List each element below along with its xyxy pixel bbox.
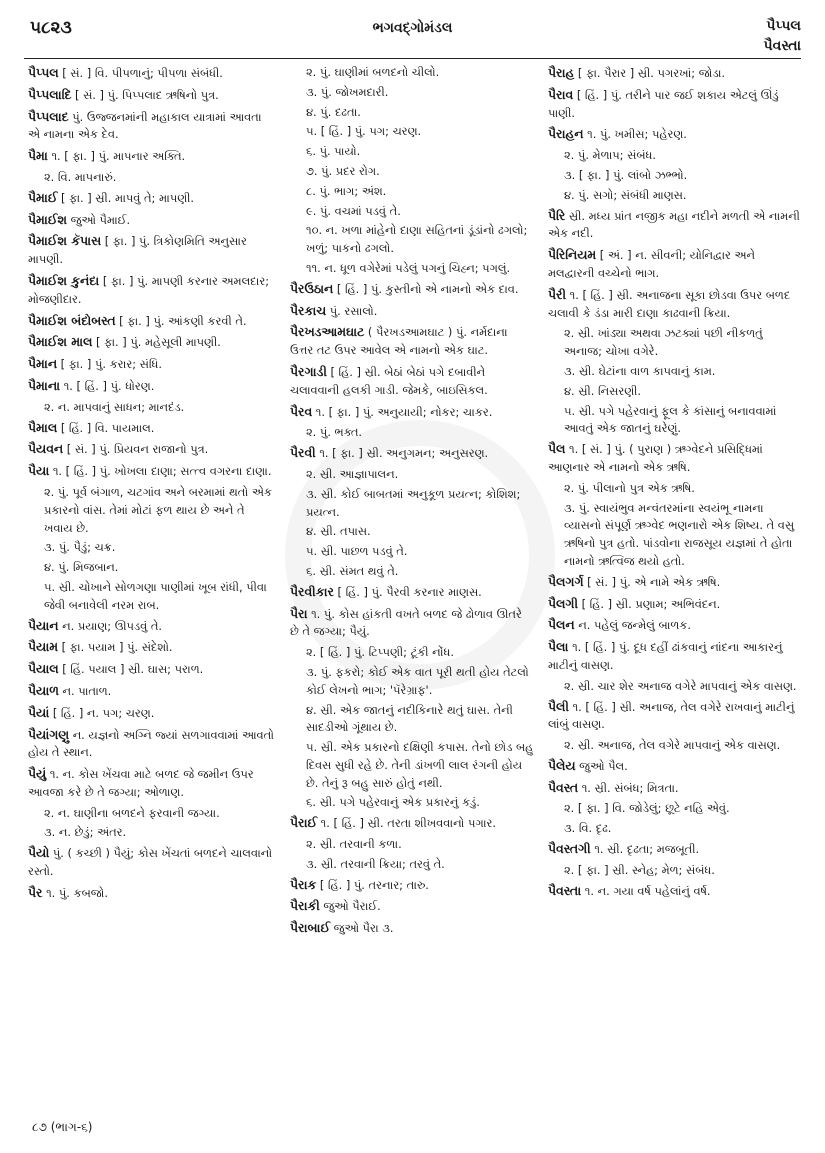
entry-sense: ૩. [ ફા. ] પું. લાંબો ઝભ્ભો.: [564, 167, 688, 182]
entry-definition: ન. પહેલું જન્મેલું બાળક.: [574, 618, 691, 633]
entry-sense: ૩. સ્રી. ઘેટાંના વાળ કાપવાનું કામ.: [564, 363, 716, 378]
entry-headword: પૈરી: [548, 286, 566, 302]
entry-headword: પૈયો: [28, 845, 50, 861]
entry-definition: [ સં. ] પું. એ નામે એક ઋષિ.: [583, 574, 721, 589]
entry-sense: ૨. પું. ભક્ત.: [306, 425, 363, 440]
entry-headword: પૈયાલ: [28, 661, 59, 677]
entry-definition: [ ફા. ] પું. આંકણી કરવી તે.: [115, 313, 247, 328]
dictionary-entry: [28, 726, 276, 763]
entry-definition: [ અં. ] ન. સીવની; યોનિદ્વાર અને મલદ્વારની વચ્ચેનો ભાગ.: [548, 248, 756, 280]
entry-headword: પૈયાં: [28, 704, 50, 720]
dictionary-entry: [290, 323, 534, 360]
entry-headword: પૈયામ: [28, 639, 58, 655]
entry-headword: પૈલગી: [548, 595, 578, 611]
entry-headword: પૈયાળ: [28, 682, 59, 698]
entry-definition: ૧. [ ફા. ] પું. અનુયાયી; નોકર; ચાકર.: [312, 404, 493, 419]
dictionary-entry: [28, 419, 276, 438]
dictionary-entry: [290, 444, 534, 463]
dictionary-entry: [290, 403, 534, 422]
entry-definition: ન. યજ્ઞનો અગ્નિ જ્યાં સળગાવવામાં આવતો હોય તે સ્થાન.: [28, 727, 274, 760]
dictionary-entry: [548, 125, 800, 144]
entry-definition: ( પૈરખડઆમઘાટ ) પું. નર્મદાના ઉત્તર તટ ઉપર આવેલ એ નામનો એક ઘાટ.: [290, 325, 508, 358]
entry-headword: પૈરવ: [290, 403, 313, 419]
entry-definition: [ હિં. ] વિ. પાયમાલ.: [57, 420, 155, 435]
dictionary-entry: [28, 682, 276, 701]
entry-sense: ૪. પું. સગો; સંબંધી માણસ.: [564, 187, 687, 202]
guide-word-last: પૈવસ્તા: [763, 38, 801, 54]
entry-definition: [ હિં. પયાલ ] સ્રી. ઘાસ; પરાળ.: [58, 662, 204, 677]
entry-sense: ૨. પું. મેળાપ; સંબંધ.: [564, 148, 656, 163]
dictionary-entry: [290, 280, 534, 299]
dictionary-entry: [548, 616, 800, 635]
entry-sense: ૪. સ્રી. નિસરણી.: [564, 383, 642, 398]
entry-sense: ૨. [ ફા. ] સ્રી. સ્નેહ; મેળ; સંબંધ.: [564, 862, 715, 877]
entry-sense: ૨. વિ. માપનારું.: [44, 169, 117, 184]
entry-headword: પૈપ્પલ: [28, 65, 59, 80]
dictionary-entry: [290, 897, 534, 916]
entry-headword: પૈલ: [548, 441, 566, 457]
entry-definition: [ ફા. ] પું. ત્રિકોણમિતિ અનુસાર માપણી.: [28, 234, 247, 267]
entry-sense: ૩. પું. પૈડું; ચક્ર.: [44, 540, 116, 555]
entry-definition: [ હિં. ] ન. પગ; ચરણ.: [49, 705, 155, 720]
entry-headword: પૈમાઈ: [28, 189, 58, 205]
dictionary-entry: [290, 302, 534, 321]
entry-sense: ૫. સ્રી. પગે પહેરવાનું ફૂલ કે કાંસાનું બનાવવામાં આવતું એક જાતનું ઘરેણું.: [564, 403, 777, 436]
entry-headword: પૈમાઈશ કૅપાસ: [28, 233, 102, 249]
entry-definition: [ ફા. ] સ્રી. માપવું તે; માપણી.: [57, 190, 195, 205]
entry-headword: પૈલન: [548, 617, 575, 633]
dictionary-entry: [28, 64, 276, 83]
column-3: [548, 64, 800, 903]
entry-sense: ૭. પું. પ્રદર રોગ.: [306, 163, 380, 178]
dictionary-entry: [28, 462, 276, 481]
dictionary-entry: [28, 377, 276, 396]
entry-headword: પૈરવીકાર: [290, 583, 334, 599]
entry-definition: [ હિં. ] સ્રી. બેઠાં બેઠાં પગે દબાવીને ચલાવવાની હલકી ગાડી. જેમકે, બાઇસિકલ.: [290, 364, 488, 397]
entry-headword: પૈમાઈશ કુનંદા: [28, 272, 100, 288]
dictionary-entry: [290, 363, 534, 400]
entry-headword: પૈરાહ: [548, 65, 575, 80]
entry-sense: ૩. પું. ફકરો; કોઈ એક વાત પૂરી થતી હોય તેટલો કોઈ લેખનો ભાગ; 'પૅરેગ્રાફ'.: [306, 664, 529, 697]
entry-sense: ૫. સ્રી. એક પ્રકારનો દક્ષિણી કપાસ. તેનો છોડ બહુ દિવસ સુધી રહે છે. તેની ડાંખળી લાલ રંગની હોય છે. તેનું રૂ બહુ સારું હોતું નથી.: [306, 740, 534, 790]
entry-headword: પૈરિનિયમ: [548, 247, 597, 263]
entry-headword: પૈરાઈ: [290, 815, 318, 831]
entry-sense: ૫. સ્રી. ચોખાને સોળગણા પાણીમાં ખૂબ રાંધી, પીવા જેવી બનાવેલી નરમ રાબ.: [44, 579, 267, 612]
entry-headword: પૈરાકી: [290, 898, 320, 914]
entry-definition: ૧. સ્રી. સંબંધ; મિત્રતા.: [578, 780, 679, 795]
entry-definition: [ સં. ] પું. પ્રિયવન રાજાનો પુત્ર.: [63, 442, 209, 457]
dictionary-entry: [28, 333, 276, 352]
entry-headword: પૈયવન: [28, 441, 64, 457]
entry-headword: પૈરાક: [290, 876, 317, 892]
entry-headword: પૈર: [28, 884, 43, 900]
dictionary-entry: [28, 272, 276, 309]
entry-definition: ૧. [ હિં. ] પું. ખોખલા દાણા; સત્ત્વ વગરના દાણા.: [49, 464, 272, 479]
entry-sense: ૩. સ્રી. તરવાની ક્રિયા; તરવું તે.: [306, 856, 445, 871]
entry-definition: ૧. પું. ખમીસ; પહેરણ.: [583, 127, 687, 142]
dictionary-entry: [548, 638, 800, 675]
entry-headword: પૈવસ્તગી: [548, 841, 591, 857]
entry-sense: ૬. પું. પાયો.: [306, 144, 361, 159]
entry-headword: પૈયાંગણુ: [28, 726, 70, 742]
entry-sense: ૨. પું. પીલાનો પુત્ર એક ઋષિ.: [564, 480, 695, 495]
dictionary-entry: [28, 355, 276, 374]
entry-headword: પૈપ્પલાદિ: [28, 86, 72, 102]
dictionary-entry: [28, 765, 276, 802]
entry-definition: [ હિં. ] પું. તરનાર; તારુ.: [316, 877, 429, 892]
entry-headword: પૈરા: [290, 605, 308, 621]
entry-sense: ૨. સ્રી. અનાજ, તેલ વગેરે માપવાનું એક વાસણ.: [564, 738, 781, 753]
entry-sense: ૨. [ ફા. ] વિ. જોડેલું; છૂટે નહિ એવું.: [564, 801, 730, 816]
entry-sense: ૨. પું. ઘાણીમાં બળદનો ચીલો.: [306, 65, 440, 79]
entry-headword: પૈમાન: [28, 356, 58, 372]
column-1: [28, 64, 276, 906]
entry-headword: પૈલગર્ગ: [548, 573, 584, 589]
entry-headword: પૈવસ્તા: [548, 882, 582, 898]
entry-definition: [ ફા. પયામ ] પું. સંદેશો.: [57, 640, 173, 655]
entry-sense: ૧૦. ન. ખળા માંહેનો દાણા સહિતનાં ડૂંડાંનો ઢગલો; ખળું; પાકનો ઢગલો.: [306, 223, 528, 256]
entry-sense: ૪. પું. દઢતા.: [306, 104, 361, 119]
entry-sense: ૨. ન. ઘાણીના બળદને ફરવાની જગ્યા.: [44, 805, 220, 820]
entry-sense: ૨. ન. માપવાનું સાધન; માનદંડ.: [44, 399, 185, 414]
entry-definition: [ હિં. ] સ્રી. પ્રણામ; અભિવંદન.: [578, 596, 721, 611]
entry-definition: [ હિં. ] પું. પૈરવી કરનાર માણસ.: [333, 584, 482, 599]
entry-headword: પૈવસ્ત: [548, 779, 579, 795]
page-title: ભગવદ્ગોમંડલ: [372, 20, 453, 36]
dictionary-entry: [28, 638, 276, 657]
dictionary-entry: [28, 844, 276, 881]
dictionary-entry: [548, 64, 800, 83]
entry-headword: પૈમાઈશ: [28, 211, 67, 227]
dictionary-entry: [290, 605, 534, 642]
entry-sense: ૩. સ્રી. કોઈ બાબતમાં અનુકૂળ પ્રયત્ન; કોશિશ; પ્રયત્ન.: [306, 486, 521, 519]
entry-headword: પૈલા: [548, 639, 569, 655]
dictionary-entry: [290, 919, 534, 938]
entry-definition: ૧. પું. કબજો.: [42, 885, 108, 900]
dictionary-entry: [28, 189, 276, 208]
entry-definition: ન. પાતાળ.: [58, 683, 112, 698]
entry-headword: પૈરાહન: [548, 126, 584, 142]
entry-sense: ૪. સ્રી. તપાસ.: [306, 524, 371, 539]
entry-definition: જુઓ પૈલ.: [575, 758, 628, 773]
dictionary-entry: [548, 698, 800, 735]
entry-definition: પું. ઉજ્જનમાંની મહાકાલ યાત્રામાં આવતા એ નામના એક દેવ.: [28, 109, 262, 142]
entry-headword: પૈરગાડી: [290, 363, 327, 379]
entry-headword: પૈયા: [28, 463, 50, 479]
entry-sense: ૫. [ હિં. ] પું. પગ; ચરણ.: [306, 124, 422, 139]
dictionary-entry: [28, 108, 276, 145]
page-footer: ૮૭ (ભાગ-૬): [32, 1120, 93, 1134]
entry-definition: ૧. [ હિં. ] સ્રી. અનાજ, તેલ વગેરે રાખવાનું માટીનું લાંબું વાસણ.: [548, 699, 795, 732]
entry-definition: [ સં. ] વિ. પીપળાનું; પીપળા સંબંધી.: [58, 66, 223, 80]
dictionary-entry: [548, 779, 800, 798]
dictionary-entry: [548, 573, 800, 592]
entry-sense: ૬. સ્રી. પગે પહેરવાનું એક પ્રકારનું કડું.: [306, 795, 480, 810]
entry-definition: સ્રી. મધ્ય પ્રાંત નજીક મહા નદીને મળતી એ નામની એક નદી.: [548, 208, 800, 241]
entry-definition: ૧. [ હિં. ] સ્રી. તરતા શીખવવાનો પગાર.: [317, 816, 497, 831]
entry-sense: ૧૧. ન. ધૂળ વગેરેમાં પડેલું પગનું ચિહ્ન; પગલું.: [306, 260, 511, 275]
entry-definition: ૧. ન. કોસ ખેંચવા માટે બળદ જે જમીન ઉપર આવજા કરે છે તે જગ્યા; ઓળાણ.: [28, 767, 254, 799]
entry-headword: પૈમાના: [28, 377, 61, 393]
dictionary-entry: [28, 617, 276, 636]
entry-definition: [ ફા. ] પું. માપણી કરનાર અમલદાર; મોજણીદાર.: [28, 273, 270, 306]
dictionary-entry: [548, 286, 800, 323]
dictionary-entry: [28, 660, 276, 679]
entry-definition: ૧. [ હિં. ] પું. દૂધ દહીં ઢાંકવાનું નાંદના આકારનું માટીનું વાસણ.: [548, 640, 783, 672]
dictionary-entry: [548, 882, 800, 901]
entry-definition: ૧. [ હિં. ] સ્રી. અનાજના સૂકા છોડવા ઉપર બળદ ચલાવી કે ડંડા મારી દાણા કાઢવાની ક્રિયા.: [548, 287, 791, 320]
entry-definition: જુઓ પૈમાઈ.: [66, 212, 131, 227]
entry-definition: પું. ( કચ્છી ) પૈયું; કોસ ખેંચતાં બળદને ચાલવાનો રસ્તો.: [28, 846, 273, 879]
entry-sense: ૬. સ્રી. સંમત થવું તે.: [306, 563, 399, 578]
entry-sense: ૩. વિ. દૃઢ.: [564, 821, 612, 836]
dictionary-entry: [28, 440, 276, 459]
entry-headword: પૈરાબાઈ: [290, 920, 331, 936]
entry-headword: પૈયાન: [28, 617, 59, 633]
entry-headword: પૈરવી: [290, 445, 316, 461]
dictionary-entry: [548, 595, 800, 614]
guide-word-first: પૈપ્પલ: [766, 18, 801, 34]
entry-headword: પૈરકાચ: [290, 302, 327, 318]
entry-headword: પૈલેય: [548, 757, 576, 773]
entry-sense: ૨. સ્રી. ચાર શેર અનાજ વગેરે માપવાનું એક વાસણ.: [564, 678, 797, 693]
entry-headword: પૈરાવ: [548, 86, 574, 102]
entry-sense: ૩. પું. જોખમદારી.: [306, 84, 389, 99]
dictionary-entry: [290, 876, 534, 895]
entry-headword: પૈરઉઠાન: [290, 280, 334, 296]
entry-sense: ૨. [ હિં. ] પું. ટિપ્પણી; ટૂંકી નોંધ.: [306, 645, 454, 660]
entry-definition: પું. રસાલો.: [326, 303, 378, 318]
entry-definition: [ હિં. ] પું. તરીને પાર જઈ શકાય એટલું ઊંડું પાણી.: [548, 87, 779, 120]
entry-definition: ૧. પું. કોસ હાંકતી વખતે બળદ જે ઢોળાવ ઊતરે છે તે જગ્યા; પૈયું.: [290, 606, 522, 639]
entry-headword: પૈપ્પલાદ: [28, 108, 69, 124]
dictionary-entry: [28, 211, 276, 230]
entry-sense: ૫. સ્રી. પાછળ પડવું તે.: [306, 544, 408, 559]
entry-definition: ૧. ન. ગયા વર્ષ પહેલાંનું વર્ષ.: [581, 883, 711, 898]
entry-sense: ૨. સ્રી. ખાંડ્યા અથવા ઝટક્યાં પછી નીકળતું અનાજ; ચોખા વગેરે.: [564, 326, 763, 359]
entry-sense: ૨. સ્રી. તરવાની કળા.: [306, 837, 402, 852]
dictionary-entry: [548, 207, 800, 244]
dictionary-entry: [28, 86, 276, 105]
entry-sense: ૪. પું. મિજબાન.: [44, 560, 119, 575]
page-number: ૫૮૨૩: [30, 18, 72, 38]
dictionary-entry: [548, 440, 800, 477]
dictionary-entry: [290, 814, 534, 833]
dictionary-entry: [290, 583, 534, 602]
entry-sense: ૨. સ્રી. આજ્ઞાપાલન.: [306, 466, 399, 481]
dictionary-entry: [28, 312, 276, 331]
entry-headword: પૈરખડઆમઘાટ: [290, 324, 365, 340]
entry-headword: પૈયું: [28, 766, 47, 782]
entry-sense: ૯. પું. વચમાં પડવું તે.: [306, 203, 401, 218]
entry-definition: [ સં. ] પું. પિપ્પલાદ ઋષિનો પુત્ર.: [71, 87, 219, 102]
entry-sense: ૩. ન. છેડું; અંતર.: [44, 825, 127, 840]
entry-definition: [ હિં. ] પું. કુસ્તીનો એ નામનો એક દાવ.: [333, 281, 519, 296]
entry-headword: પૈમાઈશ માલ: [28, 334, 93, 350]
dictionary-entry: [548, 757, 800, 776]
entry-definition: જુઓ પૈરા ૩.: [330, 921, 394, 936]
dictionary-entry: [28, 884, 276, 903]
entry-sense: ૨. પું. પૂર્વ બંગાળ, ચટગાંવ અને બરમામાં થતો એક પ્રકારનો વાંસ. તેમાં મોટાં ફળ થાય છે અને તે ખવાય છે.: [44, 484, 272, 535]
entry-sense: ૪. સ્રી. એક જાતનું નદીકિનારે થતું ઘાસ. તેની સાદડીઓ ગૂંથાય છે.: [306, 702, 513, 735]
dictionary-entry: [28, 147, 276, 166]
entry-sense: ૮. પું. ભાગ; અંશ.: [306, 183, 387, 198]
entry-headword: પૈરિ: [548, 207, 566, 223]
entry-definition: ૧. [ ફા. ] સ્રી. અનુગમન; અનુસરણ.: [315, 446, 489, 461]
entry-sense: ૩. પું. સ્વાયંભુવ મન્વંતરમાંના સ્વયંભૂ નામના વ્યાસનો સંપૂર્ણ ઋગ્વેદ ભણનારો એક શિષ્ય. તે વસુ ઋષિનો પુત્ર હતો. પાંડવોના રાજસૂય યજ્ઞમાં તે હોતા નામનો ઋત્વિજ થયો હતો.: [564, 500, 795, 568]
dictionary-entry: [548, 86, 800, 123]
dictionary-entry: [28, 232, 276, 269]
entry-definition: ૧. [ ફા. ] પું. માપનાર અક્તિ.: [47, 149, 186, 164]
entry-headword: પૈમાલ: [28, 419, 58, 435]
dictionary-entry: [548, 246, 800, 283]
dictionary-entry: [548, 840, 800, 859]
entry-definition: [ ફા. ] પું. મહેસૂલી માપણી.: [92, 335, 221, 350]
entry-headword: પૈમાઈશ બંદોબસ્ત: [28, 312, 116, 328]
column-2: [290, 64, 534, 941]
entry-headword: પૈલી: [548, 698, 569, 714]
entry-definition: ૧. [ સં. ] પું. ( પુરાણ ) ઋગ્વેદને પ્રસિદ્ધિમાં આણનાર એ નામનો એક ઋષિ.: [548, 442, 763, 474]
entry-definition: [ ફા. પૈરાર ] સ્રી. પગરખાં; જોડા.: [574, 66, 726, 80]
entry-headword: પૈમા: [28, 148, 48, 164]
dictionary-entry: [28, 704, 276, 723]
entry-definition: [ ફા. ] પું. કરાર; સંધિ.: [57, 357, 162, 372]
entry-definition: ૧. સ્રી. દૃઢતા; મજબૂતી.: [590, 842, 700, 857]
entry-definition: જુઓ પૈરાઈ.: [319, 899, 381, 914]
entry-definition: ન. પ્રયાણ; ઊપડવું તે.: [58, 618, 163, 633]
entry-definition: ૧. [ હિં. ] પું. ધોરણ.: [60, 378, 155, 393]
guide-words: [764, 16, 801, 56]
header-rule: [24, 58, 801, 59]
